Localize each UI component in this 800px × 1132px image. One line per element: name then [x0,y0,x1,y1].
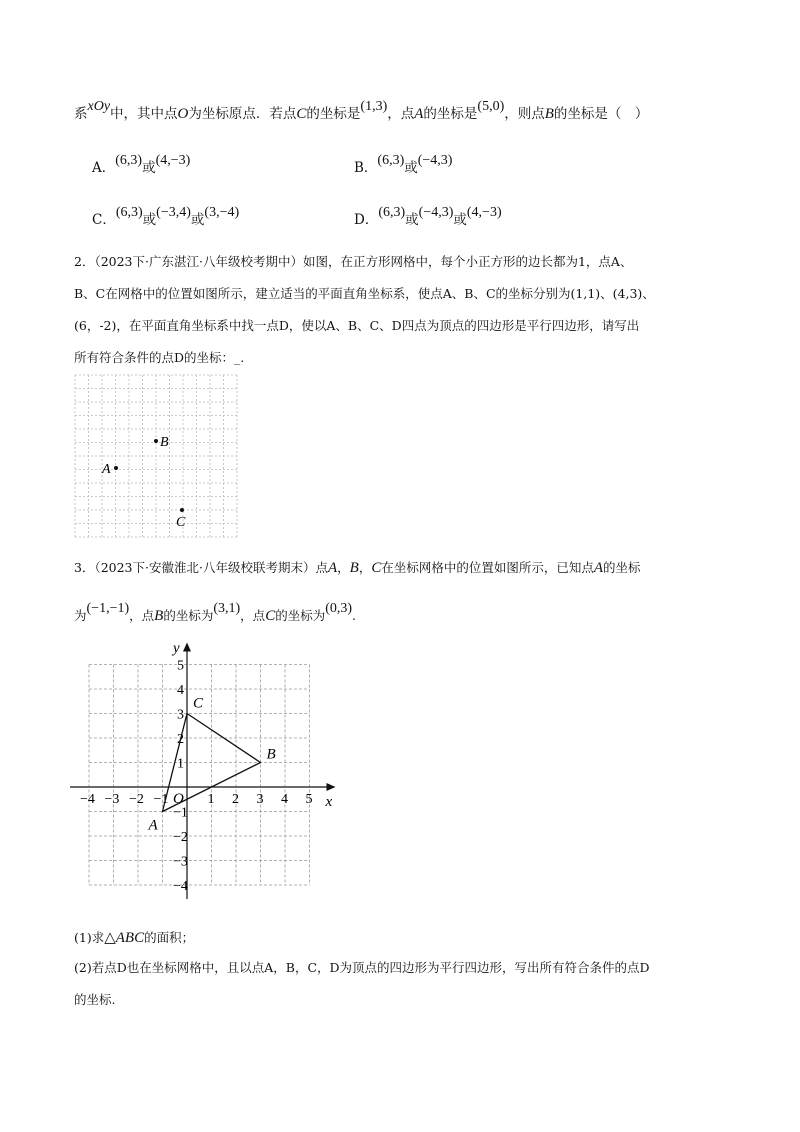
q3-part-2-line-1: (2)若点D也在坐标网格中，且以点A，B，C，D为顶点的四边形为平行四边形，写出所有符合条件的点D [74,960,650,975]
q2-point-a [114,466,118,470]
y-tick-label: 2 [177,732,184,747]
q3-b-coord: (3,1) [213,601,241,616]
q2-label-c: C [176,515,186,530]
y-axis-label: y [173,640,180,657]
coord-system-name: xOy [87,99,111,114]
x-tick-label: 1 [207,792,215,807]
x-axis-arrow [327,783,336,791]
q1-option-a[interactable]: A．(6,3)或(4,−3) [92,153,191,176]
y-tick-label: 4 [177,683,184,698]
q3-part-1: (1)求△ABC的面积； [74,930,195,946]
x-tick-label: −3 [104,792,120,807]
q2-point-b [154,439,158,443]
x-tick-label: 4 [281,792,288,807]
x-tick-label: 5 [305,792,313,807]
q3-part-2-line-2: 的坐标. [74,992,116,1007]
y-tick-label: −1 [173,805,188,821]
y-tick-label: −3 [173,854,188,870]
q2-stem-line-1: 2．（2023下·广东湛江·八年级校考期中）如图，在正方形网格中，每个小正方形的边长都为1，点A、 [74,254,633,269]
q3-stem-line-1: 3．（2023下·安徽淮北·八年级校联考期末）点A，B，C在坐标网格中的位置如图所示，已知点A的坐标 [74,560,641,576]
q2-label-b: B [160,435,169,450]
point-label-a: A [148,817,158,834]
point-c-coord: (1,3) [360,99,388,114]
q3-a-coord: (−1,−1) [86,601,130,616]
q3-coordinate-chart [70,630,340,900]
point-label-c: C [193,695,204,712]
y-axis-arrow [183,643,191,652]
x-tick-label: 2 [232,792,239,807]
q2-stem-line-3: (6，-2)，在平面直角坐标系中找一点D，使以A、B、C、D四点为顶点的四边形是平行四边形，请写出 [74,318,640,333]
x-axis-label: x [325,794,333,810]
y-tick-label: −4 [173,879,188,894]
q2-stem-line-2: B、C在网格中的位置如图所示，建立适当的平面直角坐标系，使点A、B、C的坐标分别为(1,1)、(4,3)、 [74,286,655,301]
x-tick-label: −2 [129,792,144,807]
q1-option-b[interactable]: B．(6,3)或(−4,3) [354,153,453,176]
q3-c-coord: (0,3) [325,601,353,616]
q2-stem-line-4: 所有符合条件的点D的坐标：_. [74,350,245,365]
x-tick-label: −4 [80,792,95,807]
x-tick-label: 3 [256,792,264,807]
y-tick-label: 1 [177,756,184,772]
q2-grid-figure [74,374,240,538]
y-tick-label: 5 [177,658,184,674]
q1-option-d[interactable]: D．(6,3)或(−4,3)或(4,−3) [354,205,502,228]
q1-stem: 系xOy中，其中点O为坐标原点．若点C的坐标是(1,3)，点A的坐标是(5,0)，则点B的坐标是（ ） [74,99,649,122]
q1-option-c[interactable]: C．(6,3)或(−3,4)或(3,−4) [92,205,240,228]
q2-point-c [180,508,184,512]
x-tick-label: −1 [153,792,169,807]
y-tick-label: 3 [177,707,184,723]
point-label-b: B [266,746,276,763]
point-a-coord: (5,0) [477,99,505,114]
origin-label: O [173,791,184,807]
q3-stem-line-2: 为(−1,−1)，点B的坐标为(3,1)，点C的坐标为(0,3). [74,601,357,624]
y-tick-label: −2 [173,830,188,845]
q2-label-a: A [102,462,111,477]
